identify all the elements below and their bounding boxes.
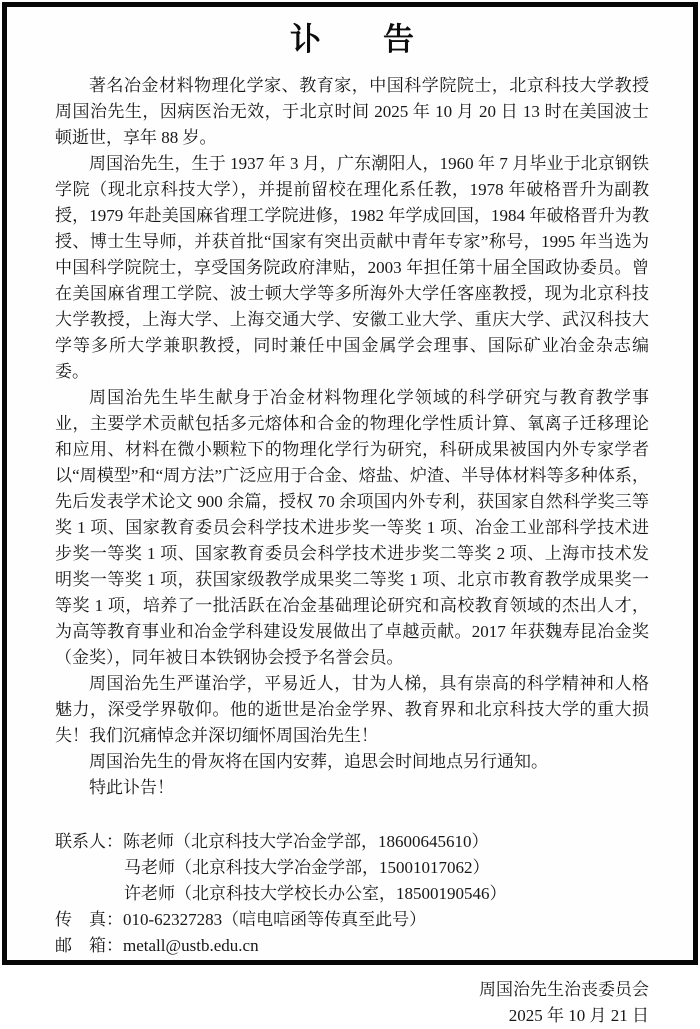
contact-entry-ma: 马老师（北京科技大学冶金学部，15001017062） [124,858,490,877]
email-label: 邮 箱： [55,936,123,955]
contact-line-1 [55,829,649,855]
contact-line-3 [55,881,649,907]
fax-label: 传 真： [55,910,123,929]
contact-entry-xu: 许老师（北京科技大学校长办公室，18500190546） [124,884,507,903]
notice-body [55,73,649,801]
email-value: metall@ustb.edu.cn [123,936,259,955]
paragraph-closing: 特此讣告！ [89,778,174,797]
contact-entry-chen: 陈老师（北京科技大学冶金学部，18600645610） [123,832,489,851]
contact-persons-label: 联系人： [55,832,123,851]
contacts-section [55,829,649,959]
email-line [55,933,649,959]
signature-date: 2025 年 10 月 21 日 [508,1006,649,1025]
signature-committee: 周国治先生治丧委员会 [479,980,649,999]
obituary-document [2,2,698,1025]
paragraph-achievements: 周国治先生毕生献身于冶金材料物理化学领域的科学研究与教育教学事业，主要学术贡献包括多元熔体和合金的物理化学性质计算、氧离子迁移理论和应用、材料在微小颗粒下的物理化学行为研究，科研成果被国内外专家学者以“周模型”和“周方法”广泛应用于合金、熔盐、炉渣、半导体材料等多种体系，先后发表学术论文 900 余篇，授权 70 余项国内外专利，获国家自然科学奖三等奖 1 项、国家教育委员会科学技术进步奖一等奖 1 项、冶金工业部科学技术进步奖一等奖 1 项、国家教育委员会科学技术进步奖二等奖 2 项、上海市技术发明奖一等奖 1 项，获国家级教学成果奖二等奖 1 项、北京市教育教学成果奖一等奖 1 项，培养了一批活跃在冶金基础理论研究和高校教育领域的杰出人才，为高等教育事业和冶金学科建设发展做出了卓越贡献。2017 年获魏寿昆冶金奖（金奖），同年被日本铁钢协会授予名誉会员。 [55,388,649,667]
contact-line-2 [55,855,649,881]
notice-title: 讣 告 [290,22,414,57]
paragraph-burial-notice: 周国治先生的骨灰将在国内安葬，追思会时间地点另行通知。 [89,752,548,771]
paragraph-death-announcement: 著名冶金材料物理化学家、教育家，中国科学院院士，北京科技大学教授周国治先生，因病医治无效，于北京时间 2025 年 10 月 20 日 13 时在美国波士顿逝世，享年 88 岁。 [55,76,649,147]
fax-line [55,907,649,933]
fax-value: 010-62327283（唁电唁函等传真至此号） [123,910,427,929]
signature-section [55,977,649,1029]
paragraph-tribute: 周国治先生严谨治学，平易近人，甘为人梯，具有崇高的科学精神和人格魅力，深受学界敬仰。他的逝世是冶金学界、教育界和北京科技大学的重大损失！我们沉痛悼念并深切缅怀周国治先生！ [55,674,649,745]
paragraph-biography: 周国治先生，生于 1937 年 3 月，广东潮阳人，1960 年 7 月毕业于北京钢铁学院（现北京科技大学），并提前留校在理化系任教，1978 年破格晋升为副教授，1979 年赴美国麻省理工学院进修，1982 年学成回国，1984 年破格晋升为教授、博士生导师，并获首批“国家有突出贡献中青年专家”称号，1995 年当选为中国科学院院士，享受国务院政府津贴，2003 年担任第十届全国政协委员。曾在美国麻省理工学院、波士顿大学等多所海外大学任客座教授，现为北京科技大学教授，上海大学、上海交通大学、安徽工业大学、重庆大学、武汉科技大学等多所大学兼职教授，同时兼任中国金属学会理事、国际矿业冶金杂志编委。 [55,154,649,381]
